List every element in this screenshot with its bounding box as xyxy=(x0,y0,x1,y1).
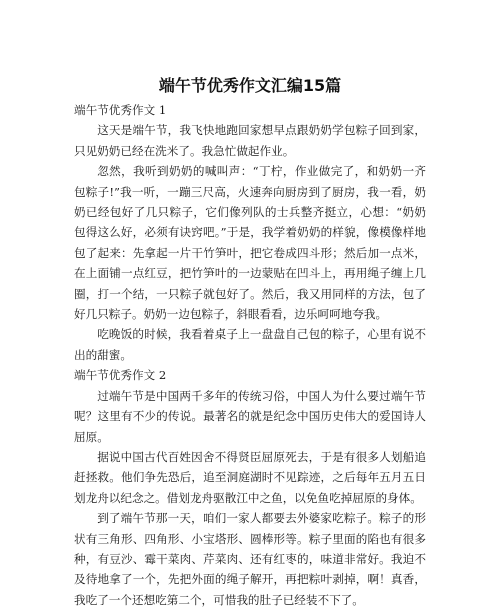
document-body xyxy=(74,100,426,610)
paragraph: 忽然，我听到奶奶的喊叫声：“丁柠，作业做完了，和奶奶一齐包粽子!”我一听，一蹦三尺高，火速奔向厨房到了厨房，我一看，奶奶已经包好了几只粽子，它们像列队的士兵整齐挺立，心想：“奶奶包得这么好，必须有诀窍吧。”于是，我学着奶奶的样貌，像模像样地包了起来：先拿起一片干竹笋叶，把它卷成四斗形；然后加一点米，在上面铺一点红豆，把竹笋叶的一边蒙贴在凹斗上，再用绳子缠上几圈，打一个结，一只粽子就包好了。然后，我又用同样的方法，包了好几只粽子。奶奶一边包粽子，斜眼看看，边乐呵呵地夸我。 xyxy=(74,164,426,322)
paragraph: 据说中国古代百姓因舍不得贤臣屈原死去，于是有很多人划船追赶拯救。他们争先恐后，追至洞庭湖时不见踪迹，之后每年五月五日划龙舟以纪念之。借划龙舟驱散江中之鱼，以免鱼吃掉屈原的身体。 xyxy=(74,449,426,505)
paragraph: 过端午节是中国两千多年的传统习俗，中国人为什么要过端午节呢？这里有不少的传说。最著名的就是纪念中国历史伟大的爱国诗人屈原。 xyxy=(74,388,426,444)
paragraph: 吃晚饭的时候，我看着桌子上一盘盘自己包的粽子，心里有说不出的甜蜜。 xyxy=(74,327,426,362)
paragraph: 到了端午节那一天，咱们一家人都要去外婆家吃粽子。粽子的形状有三角形、四角形、小宝塔形、圆棒形等。粽子里面的陷也有很多种，有豆沙、霉干菜肉、芹菜肉、还有红枣的，味道非常好。我迫不及待地拿了一个，先把外面的绳子解开，再把粽叶剥掉，啊！真香，我吃了一个还想吃第二个，可惜我的肚子已经装不下了。 xyxy=(74,511,426,607)
paragraph: 这天是端午节，我飞快地跑回家想早点跟奶奶学包粽子回到家，只见奶奶已经在洗米了。我急忙做起作业。 xyxy=(74,123,426,158)
page-title: 端午节优秀作文汇编15篇 xyxy=(158,76,342,95)
section-heading: 端午节优秀作文 2 xyxy=(74,368,167,383)
section-heading: 端午节优秀作文 1 xyxy=(74,103,167,117)
